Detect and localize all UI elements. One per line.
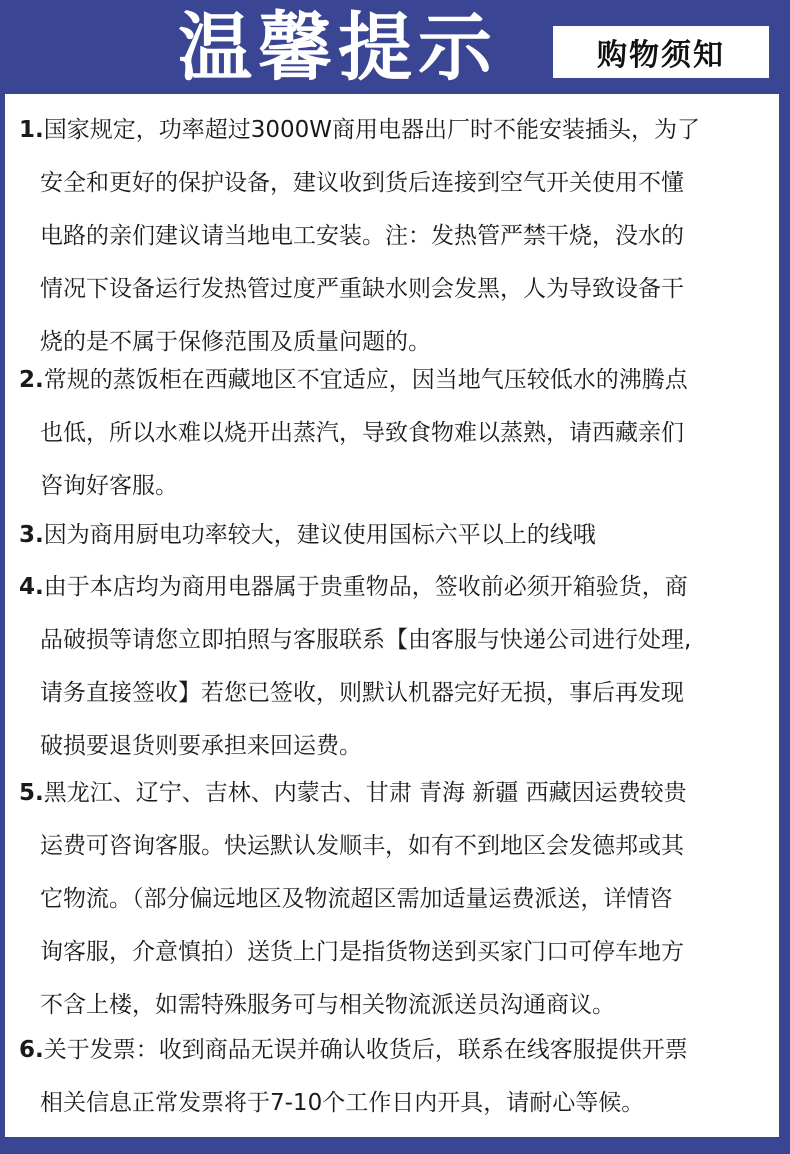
notice-panel xyxy=(5,94,779,1137)
notice-text: 国家规定，功率超过3000W商用电器出厂时不能安装插头，为了 xyxy=(43,117,701,143)
subtitle-badge xyxy=(553,26,769,78)
notice-line: 情况下设备运行发热管过度严重缺水则会发黑，人为导致设备干 xyxy=(40,276,684,302)
subtitle-text: 购物须知 xyxy=(597,38,725,73)
header-banner xyxy=(0,0,790,92)
notice-line xyxy=(19,104,779,157)
notice-text: 关于发票：收到商品无误并确认收货后，联系在线客服提供开票 xyxy=(43,1037,688,1063)
notice-text: 因为商用厨电功率较大，建议使用国标六平以上的线哦 xyxy=(43,522,596,548)
notice-number: 1. xyxy=(19,117,44,143)
notice-line: 不含上楼，如需特殊服务可与相关物流派送员沟通商议。 xyxy=(40,992,615,1018)
notice-line xyxy=(19,354,779,407)
notice-line: 电路的亲们建议请当地电工安装。注：发热管严禁干烧，没水的 xyxy=(40,223,684,249)
notice-text: 常规的蒸饭柜在西藏地区不宜适应，因当地气压较低水的沸腾点 xyxy=(43,367,688,393)
notice-number: 4. xyxy=(19,574,44,600)
notice-line: 安全和更好的保护设备，建议收到货后连接到空气开关使用不懂 xyxy=(40,170,684,196)
notice-line xyxy=(19,1024,779,1077)
notice-line: 相关信息正常发票将于7-10个工作日内开具，请耐心等候。 xyxy=(40,1090,645,1116)
notice-line xyxy=(19,561,779,614)
notice-item-4 xyxy=(19,561,779,773)
notice-number: 5. xyxy=(19,780,44,806)
notice-text: 黑龙江、辽宁、吉林、内蒙古、甘肃 青海 新疆 西藏因运费较贵 xyxy=(43,780,687,806)
notice-number: 3. xyxy=(19,522,44,548)
notice-item-1 xyxy=(19,104,779,369)
notice-item-6 xyxy=(19,1024,779,1130)
notice-line: 询客服，介意慎拍）送货上门是指货物送到买家门口可停车地方 xyxy=(40,939,684,965)
notice-item-5 xyxy=(19,767,779,1032)
notice-line: 烧的是不属于保修范围及质量问题的。 xyxy=(40,329,431,355)
notice-line: 咨询好客服。 xyxy=(40,473,178,499)
notice-line: 也低，所以水难以烧开出蒸汽，导致食物难以蒸熟，请西藏亲们 xyxy=(40,420,684,446)
notice-text: 由于本店均为商用电器属于贵重物品，签收前必须开箱验货，商 xyxy=(43,574,688,600)
notice-item-2 xyxy=(19,354,779,513)
notice-line: 破损要退货则要承担来回运费。 xyxy=(40,733,362,759)
notice-line xyxy=(19,509,779,562)
notice-number: 6. xyxy=(19,1037,44,1063)
page-title: 温馨提示 xyxy=(178,5,498,91)
notice-line: 请务直接签收】若您已签收，则默认机器完好无损，事后再发现 xyxy=(40,680,684,706)
notice-number: 2. xyxy=(19,367,44,393)
notice-item-3 xyxy=(19,509,779,562)
notice-line xyxy=(19,767,779,820)
notice-line: 运费可咨询客服。快运默认发顺丰，如有不到地区会发德邦或其 xyxy=(40,833,684,859)
notice-line: 品破损等请您立即拍照与客服联系【由客服与快递公司进行处理, xyxy=(40,627,692,653)
notice-line: 它物流。（部分偏远地区及物流超区需加适量运费派送，详情咨 xyxy=(40,886,673,912)
